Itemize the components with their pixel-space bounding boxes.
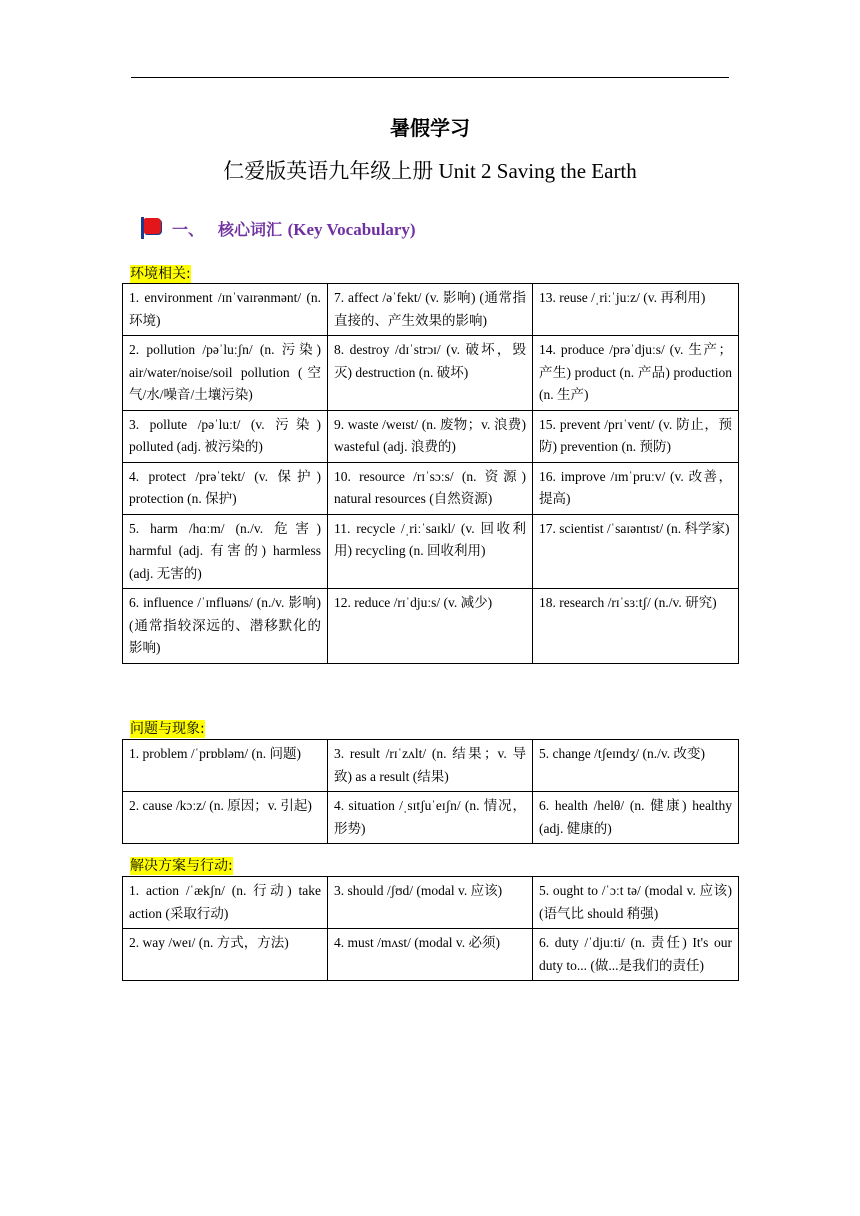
header-rule xyxy=(131,77,729,78)
section-number: 一、 xyxy=(172,219,205,239)
vocab-table-problems xyxy=(122,739,739,844)
page-title: 暑假学习 xyxy=(390,116,470,140)
table-row xyxy=(123,929,739,981)
section-heading xyxy=(140,214,416,242)
table-row xyxy=(123,410,739,462)
vocab-cell: 7. affect /əˈfekt/ (v. 影响) (通常指直接的、产生效果的影响) xyxy=(328,284,533,336)
table-row xyxy=(123,589,739,664)
vocab-cell: 2. way /weɪ/ (n. 方式，方法) xyxy=(123,929,328,981)
vocab-cell: 6. health /helθ/ (n. 健康) healthy (adj. 健康的) xyxy=(533,792,739,844)
vocab-cell: 9. waste /weɪst/ (n. 废物；v. 浪费) wasteful (adj. 浪费的) xyxy=(328,410,533,462)
vocab-cell: 8. destroy /dɪˈstrɔɪ/ (v. 破坏，毁灭) destruction (n. 破坏) xyxy=(328,336,533,411)
vocab-cell: 6. influence /ˈɪnfluəns/ (n./v. 影响) (通常指较深远的、潜移默化的影响) xyxy=(123,589,328,664)
vocab-cell: 12. reduce /rɪˈdjuːs/ (v. 减少) xyxy=(328,589,533,664)
vocab-cell: 4. protect /prəˈtekt/ (v. 保护) protection (n. 保护) xyxy=(123,462,328,514)
table-row xyxy=(123,740,739,792)
vocab-cell: 3. pollute /pəˈluːt/ (v. 污染) polluted (adj. 被污染的) xyxy=(123,410,328,462)
vocab-cell: 4. must /mʌst/ (modal v. 必须) xyxy=(328,929,533,981)
red-flag-icon xyxy=(140,217,162,239)
section-title: 核心词汇 (Key Vocabulary) xyxy=(218,219,416,239)
vocab-cell: 4. situation /ˌsɪtʃuˈeɪʃn/ (n. 情况，形势) xyxy=(328,792,533,844)
vocab-table-actions xyxy=(122,876,739,981)
vocab-cell: 13. reuse /ˌriːˈjuːz/ (v. 再利用) xyxy=(533,284,739,336)
vocab-cell: 3. result /rɪˈzʌlt/ (n. 结果；v. 导致) as a result (结果) xyxy=(328,740,533,792)
vocab-cell: 6. duty /ˈdjuːti/ (n. 责任) It's our duty to... (做...是我们的责任) xyxy=(533,929,739,981)
vocab-cell: 2. pollution /pəˈluːʃn/ (n. 污染) air/water/noise/soil pollution (空气/水/噪音/土壤污染) xyxy=(123,336,328,411)
vocab-cell: 5. change /tʃeɪndʒ/ (n./v. 改变) xyxy=(533,740,739,792)
vocab-cell: 1. environment /ɪnˈvaɪrənmənt/ (n. 环境) xyxy=(123,284,328,336)
table-row xyxy=(123,336,739,411)
table-row xyxy=(123,462,739,514)
vocab-cell: 1. problem /ˈprɒbləm/ (n. 问题) xyxy=(123,740,328,792)
vocab-cell: 2. cause /kɔːz/ (n. 原因；v. 引起) xyxy=(123,792,328,844)
vocab-cell: 15. prevent /prɪˈvent/ (v. 防止，预防) prevention (n. 预防) xyxy=(533,410,739,462)
vocab-cell: 16. improve /ɪmˈpruːv/ (v. 改善，提高) xyxy=(533,462,739,514)
vocab-cell: 18. research /rɪˈsɜːtʃ/ (n./v. 研究) xyxy=(533,589,739,664)
vocab-cell: 5. harm /hɑːm/ (n./v. 危害) harmful (adj. 有害的) harmless (adj. 无害的) xyxy=(123,514,328,589)
category-label-problems: 问题与现象: xyxy=(130,721,205,737)
vocab-cell: 5. ought to /ˈɔːt tə/ (modal v. 应该) (语气比 should 稍强) xyxy=(533,877,739,929)
vocab-cell: 3. should /ʃʊd/ (modal v. 应该) xyxy=(328,877,533,929)
vocab-cell: 11. recycle /ˌriːˈsaɪkl/ (v. 回收利用) recycling (n. 回收利用) xyxy=(328,514,533,589)
category-label-actions: 解决方案与行动: xyxy=(130,858,233,874)
category-label-environment: 环境相关: xyxy=(130,266,191,282)
table-row xyxy=(123,284,739,336)
vocab-cell: 14. produce /prəˈdjuːs/ (v. 生产；产生) product (n. 产品) production (n. 生产) xyxy=(533,336,739,411)
vocab-table-environment xyxy=(122,283,739,664)
table-row xyxy=(123,792,739,844)
table-row xyxy=(123,877,739,929)
page-subtitle: 仁爱版英语九年级上册 Unit 2 Saving the Earth xyxy=(223,159,637,183)
vocab-cell: 17. scientist /ˈsaɪəntɪst/ (n. 科学家) xyxy=(533,514,739,589)
vocab-cell: 1. action /ˈækʃn/ (n. 行动) take action (采取行动) xyxy=(123,877,328,929)
table-row xyxy=(123,514,739,589)
vocab-cell: 10. resource /rɪˈsɔːs/ (n. 资源) natural resources (自然资源) xyxy=(328,462,533,514)
